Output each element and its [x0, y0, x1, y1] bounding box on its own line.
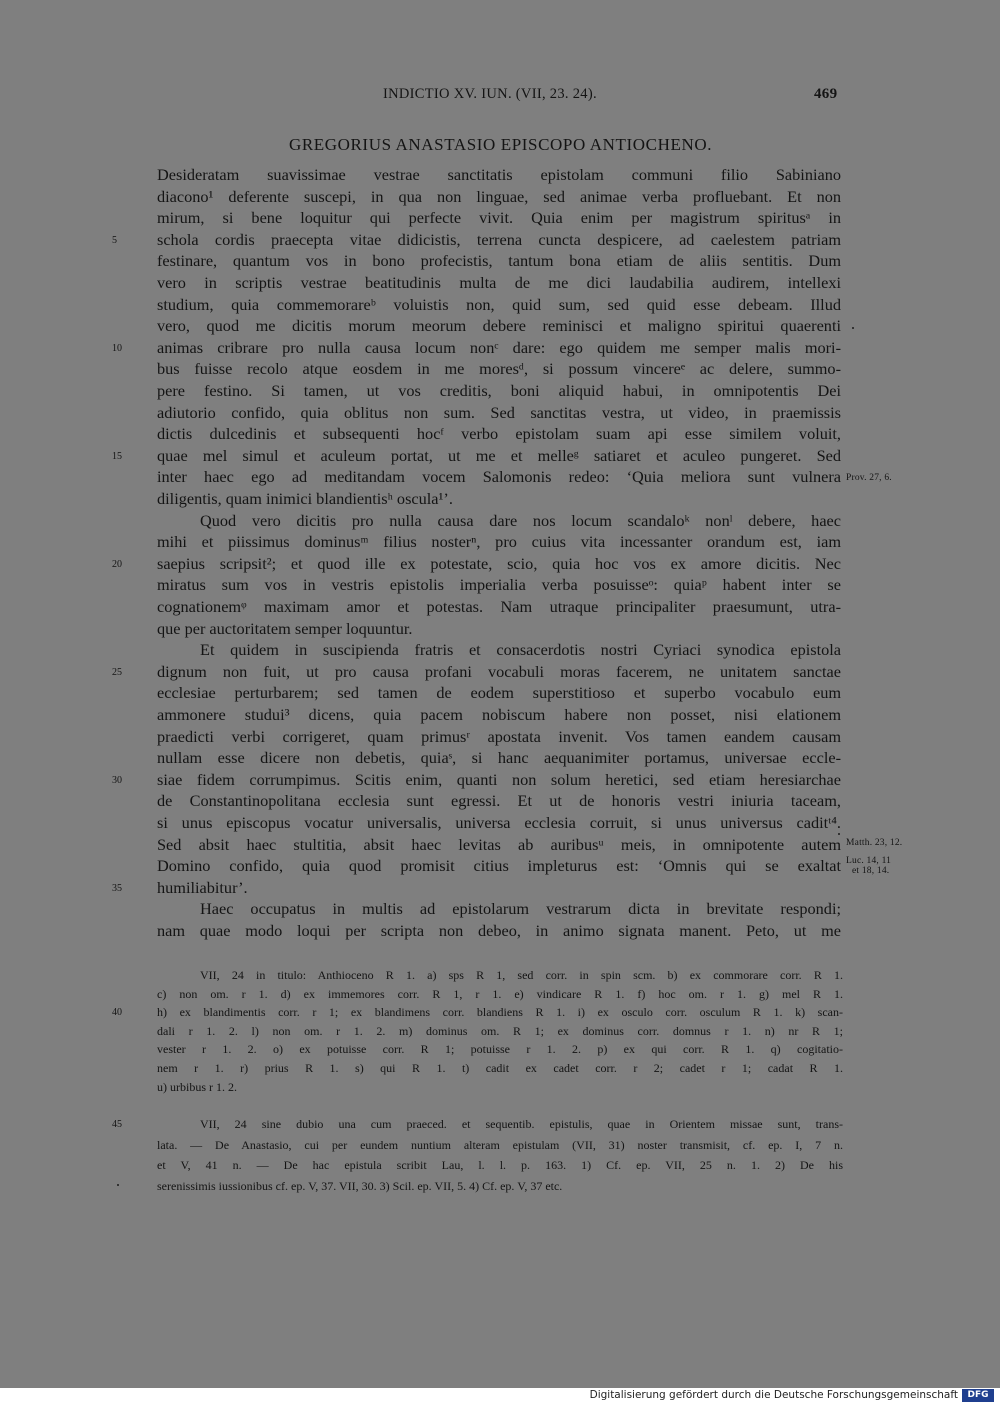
note-line: serenissimis iussionibus cf. ep. V, 37. VII, 30. 3) Scil. ep. VII, 5. 4) Cf. ep. V, 37 etc.: [157, 1178, 563, 1193]
text-line: festinare, quantum vos in bono profecistis, tantum bona etiam de aliis sentitis. Dum: [157, 251, 841, 271]
text-line: cognationemᵠ maximam amor et potestas. Nam utraque principaliter praesumunt, utra-: [157, 597, 841, 616]
margin-reference-matth: Matth. 23, 12.: [846, 838, 903, 848]
text-line: schola cordis praecepta vitae didicistis, terrena cuncta despicere, ad caelestem patriam: [157, 229, 841, 249]
note-line: lata. — De Anastasio, cui per eundem nuntium alteram epistulam (VII, 31) noster transmisit, cf. ep. I, 7 n.: [157, 1137, 843, 1152]
text-line: inter haec ego ad meditandam vocem Salomonis redeo: ‘Quia meliora sunt vulnera: [157, 467, 841, 487]
apparatus-line: dali r 1. 2. l) non om. r 1. 2. m) dominus om. R 1; ex dominus corr. domnus r 1. n) nr R 1;: [157, 1023, 843, 1038]
line-number: 10: [112, 342, 122, 354]
text-line: ammonere studui³ dicens, quia pacem nobiscum habere non posset, nisi elationem: [157, 705, 841, 724]
line-number: 25: [112, 666, 122, 678]
note-line: VII, 24 sine dubio una cum praeced. et sequentib. epistulis, quae in Orientem missae sunt, trans-: [200, 1117, 843, 1131]
page-number: 469: [814, 86, 838, 102]
text-line: Haec occupatus in multis ad epistolarum vestrarum dicta in brevitate respondi;: [200, 899, 841, 919]
text-line: ecclesiae perturbarem; sed tamen de eodem superstitioso et superbo vocabulo eum: [157, 683, 841, 703]
text-line: saepius scripsit²; et quod ille ex potestate, scio, quia hoc vos ex amore dicitis. Nec: [157, 553, 841, 573]
text-line: Quod vero dicitis pro nulla causa dare nos locum scandaloᵏ nonˡ debere, haec: [200, 510, 841, 530]
text-line: de Constantinopolitana ecclesia sunt egressi. Et ut de honoris vestri iniuria taceam,: [157, 791, 841, 811]
scan-speck: [117, 1184, 119, 1186]
text-line: Desideratam suavissimae vestrae sanctitatis epistolam communi filio Sabiniano: [157, 165, 841, 184]
line-number: 45: [112, 1119, 122, 1130]
scan-speck: [852, 327, 854, 329]
margin-reference-luc-2: et 18, 14.: [852, 866, 890, 876]
text-line: diacono¹ deferente suscepi, in qua non linguae, sed animae verba profluebant. Et non: [157, 186, 841, 206]
margin-reference-prov: Prov. 27, 6.: [846, 473, 892, 483]
running-head: INDICTIO XV. IUN. (VII, 23. 24).: [383, 86, 597, 102]
text-line: bus fuisse recolo atque eosdem in me moresᵈ, si possum vincereᵉ ac delere, summo-: [157, 359, 841, 379]
text-line: humiliabitur’.: [157, 877, 248, 897]
text-line: vero in scriptis vestrae beatitudinis multa de me dici laudabilia audirem, intellexi: [157, 273, 841, 292]
text-line: siae fidem corrumpimus. Scitis enim, quanti non solum heretici, sed etiam heresiarchae: [157, 769, 841, 789]
dfg-logo: DFG: [962, 1389, 994, 1402]
text-line: praedicti verbi corrigeret, quam primusʳ apostata invenit. Vos tamen eandem causam: [157, 726, 841, 746]
text-line: mirum, si bene loquitur qui perfecte vivit. Quia enim per magistrum spiritusᵃ in: [157, 208, 841, 228]
text-line: mihi et piissimus dominusᵐ filius nosterⁿ, pro cuius vita incessanter orandum est, iam: [157, 532, 841, 552]
text-line: nam quae modo loqui per scripta non debeo, in animo signata manent. Peto, ut me: [157, 921, 841, 940]
note-line: et V, 41 n. — De hac epistula scribit Lau, l. l. p. 163. 1) Cf. ep. VII, 25 n. 1. 2) De his: [157, 1158, 843, 1172]
text-line: animas cribrare pro nulla causa locum nonᶜ dare: ego quidem me semper malis mori-: [157, 337, 841, 357]
text-line: pere festino. Si tamen, ut vos creditis, boni aliquid habui, in omnipotentis Dei: [157, 381, 841, 400]
apparatus-line: vester r 1. 2. o) ex potuisse corr. R 1; potuisse r 1. 2. p) ex qui corr. R 1. q) cogitatio-: [157, 1042, 843, 1057]
text-line: vero, quod me dicitis morum meorum debere reminisci et maligno spiritui quaerenti: [157, 316, 841, 336]
apparatus-line: u) urbibus r 1. 2.: [157, 1079, 237, 1094]
scan-speck: [838, 833, 840, 835]
line-number: 35: [112, 882, 122, 894]
text-line: miratus sum vos in vestris epistolis imperialia verba posuisseᵒ: quiaᵖ habent inter se: [157, 575, 841, 595]
text-line: quae mel simul et aculeum portat, ut me et melleᵍ satiaret et aculeo pungeret. Sed: [157, 445, 841, 465]
text-line: que per auctoritatem semper loquuntur.: [157, 618, 413, 638]
apparatus-line: c) non om. r 1. d) ex immemores corr. R 1, r 1. e) vindicare R 1. f) hoc om. r 1. g) mel R 1.: [157, 986, 843, 1001]
text-line: adiutorio confido, quia oblitus non sum. Sed sanctitas vestra, ut video, in praemissis: [157, 402, 841, 422]
line-number: 15: [112, 450, 122, 462]
apparatus-line: nem r 1. r) prius R 1. s) qui R 1. t) cadit ex cadet corr. r 2; cadet r 1; cadat R 1.: [157, 1061, 843, 1075]
text-line: Et quidem in suscipienda fratris et consacerdotis nostri Cyriaci synodica epistola: [200, 640, 841, 660]
text-line: dignum non fuit, ut pro causa profani vocabuli moras facerem, ne unitatem sanctae: [157, 661, 841, 681]
apparatus-line: h) ex blandimentis corr. r 1; ex blandimens corr. blandiens R 1. i) ex osculo corr. osculum R 1. k) scan-: [157, 1005, 843, 1020]
text-line: Domino confido, quia quod promisit citius impleturus est: ‘Omnis qui se exaltat: [157, 856, 841, 876]
line-number: 20: [112, 558, 122, 570]
text-line: diligentis, quam inimici blandientisʰ oscula¹’.: [157, 489, 453, 508]
text-line: Sed absit haec stultitia, absit haec levitas ab auribusᵘ meis, in omnipotente autem: [157, 834, 841, 854]
funding-credit: Digitalisierung gefördert durch die Deutsche Forschungsgemeinschaft: [589, 1389, 958, 1401]
letter-title: GREGORIUS ANASTASIO EPISCOPO ANTIOCHENO.: [288, 135, 713, 154]
text-line: nullam esse dicere non debetis, quiaˢ, si hanc aequanimiter portamus, universae eccle-: [157, 748, 841, 768]
apparatus-line: VII, 24 in titulo: Anthioceno R 1. a) sps R 1, sed corr. in spin scm. b) ex commorare corr. R 1.: [200, 968, 843, 982]
line-number: 40: [112, 1007, 122, 1019]
text-line: dictis dulcedinis et subsequenti hocᶠ verbo epistolam suam api esse similem voluit,: [157, 424, 841, 444]
text-line: si unus episcopus vocatur universalis, universa ecclesia corruit, si unus universus caditᵗ⁴.: [157, 813, 841, 832]
line-number: 30: [112, 774, 122, 786]
footer-bar: [0, 1388, 1000, 1404]
margin-reference-luc: Luc. 14, 11: [846, 856, 892, 866]
line-number: 5: [112, 234, 117, 246]
text-line: studium, quia commemorareᵇ voluistis non, quid sum, sed quid esse debeam. Illud: [157, 294, 841, 314]
